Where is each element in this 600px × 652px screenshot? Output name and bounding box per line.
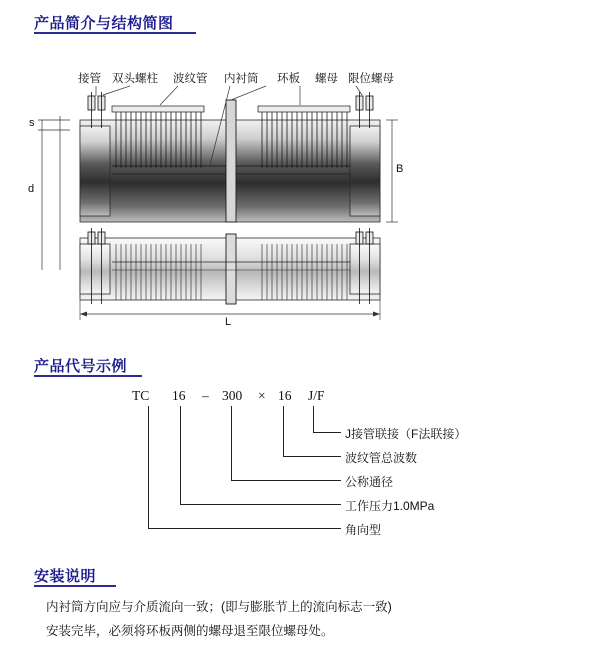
code-leader-diameter-horiz [231, 480, 341, 481]
product-code-example [0, 380, 600, 555]
section-title-structure-underline [34, 32, 196, 34]
part-label-4: 环板 [277, 73, 300, 85]
code-leader-connection-horiz [313, 432, 341, 433]
part-label-1: 双头螺柱 [112, 73, 158, 85]
section-title-code: 产品代号示例 [34, 358, 128, 375]
dimension-s: s [29, 117, 35, 129]
code-token-connection: J/F [308, 388, 325, 403]
code-desc-connection: J接管联接（F法联接） [345, 427, 467, 441]
part-label-2: 波纹管 [173, 73, 208, 85]
dimension-d: d [28, 183, 35, 195]
code-desc-waves: 波纹管总波数 [345, 451, 418, 465]
section-title-install: 安装说明 [34, 568, 97, 585]
structure-diagram [0, 48, 600, 343]
install-note-line-1: 内衬筒方向应与介质流向一致；(即与膨胀节上的流向标志一致) [46, 600, 392, 614]
code-leader-diameter-vert [231, 406, 232, 480]
code-leader-waves-horiz [283, 456, 341, 457]
code-leader-pressure-horiz [180, 504, 341, 505]
code-desc-type: 角向型 [345, 523, 382, 537]
code-token-diameter: 300 [222, 388, 243, 403]
code-leader-type-horiz [148, 528, 341, 529]
structure-diagram-svg [0, 48, 600, 343]
code-token-pressure: 16 [172, 388, 186, 403]
dimension-b: B [396, 163, 404, 175]
code-token-tc: TC [132, 388, 150, 403]
code-leader-connection-vert [313, 406, 314, 432]
install-note-line-2: 安装完毕，必须将环板两侧的螺母退至限位螺母处。 [46, 624, 334, 638]
code-leader-pressure-vert [180, 406, 181, 504]
part-label-5: 螺母 [315, 73, 338, 85]
dimension-l: L [225, 316, 232, 328]
code-leader-type-vert [148, 406, 149, 528]
code-token-waves: 16 [278, 388, 292, 403]
code-desc-diameter: 公称通径 [345, 475, 394, 489]
code-token-times: × [258, 388, 266, 403]
code-leader-waves-vert [283, 406, 284, 456]
section-title-code-underline [34, 375, 142, 377]
part-label-3: 内衬筒 [224, 73, 259, 85]
code-token-dash: – [202, 388, 209, 403]
section-title-structure: 产品简介与结构简图 [34, 15, 174, 32]
code-desc-pressure: 工作压力1.0MPa [345, 499, 435, 513]
install-notes [46, 598, 566, 646]
section-title-install-underline [34, 585, 116, 587]
part-label-6: 限位螺母 [348, 73, 394, 85]
part-label-0: 接管 [78, 73, 101, 85]
